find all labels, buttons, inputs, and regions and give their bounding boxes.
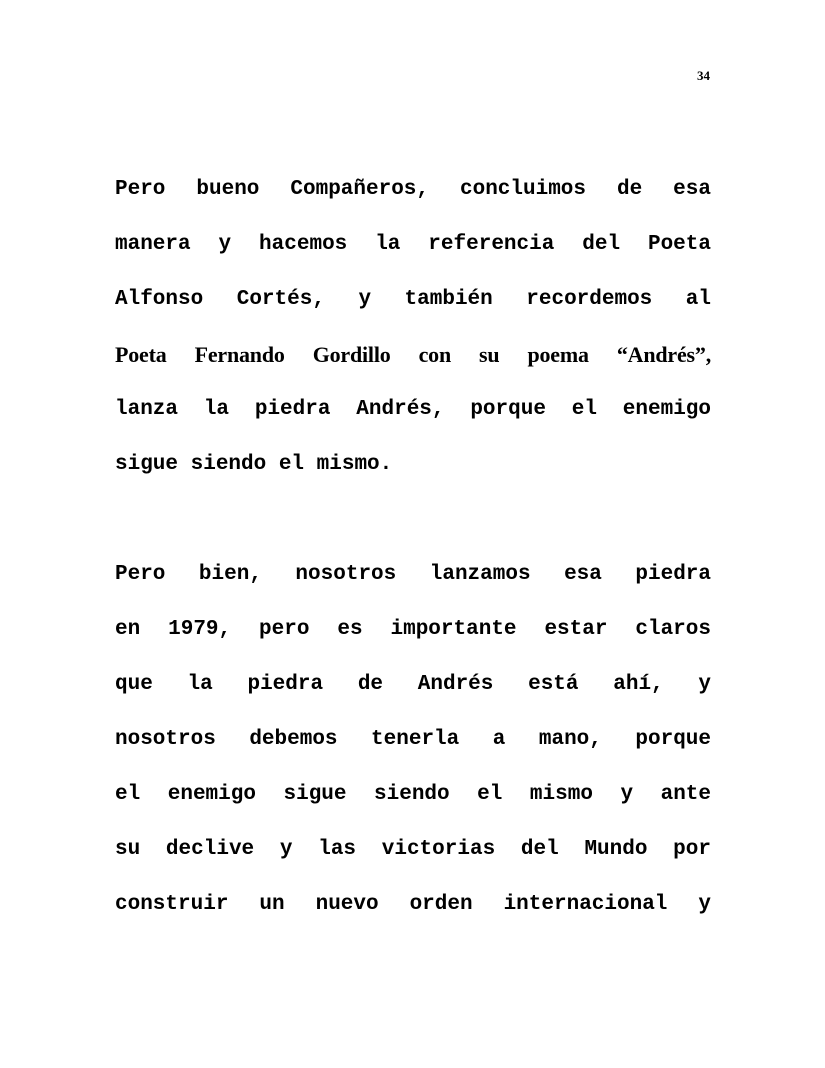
text-line: Pero bien, nosotros lanzamos esa piedra xyxy=(115,563,711,586)
text-line: manera y hacemos la referencia del Poeta xyxy=(115,233,711,256)
text-line: sigue siendo el mismo. xyxy=(115,453,393,476)
text-line: nosotros debemos tenerla a mano, porque xyxy=(115,728,711,751)
paragraph-2 xyxy=(115,557,711,942)
paragraph-1 xyxy=(115,172,711,502)
text-line: Pero bueno Compañeros, concluimos de esa xyxy=(115,178,711,201)
text-line: construir un nuevo orden internacional y xyxy=(115,893,711,916)
text-line: que la piedra de Andrés está ahí, y xyxy=(115,673,711,696)
text-line: Poeta Fernando Gordillo con su poema “Andrés”, xyxy=(115,342,711,367)
text-line: Alfonso Cortés, y también recordemos al xyxy=(115,288,711,311)
text-line: en 1979, pero es importante estar claros xyxy=(115,618,711,641)
page-number: 34 xyxy=(697,68,710,83)
text-line: lanza la piedra Andrés, porque el enemigo xyxy=(115,398,711,421)
text-line: su declive y las victorias del Mundo por xyxy=(115,838,711,861)
text-line: el enemigo sigue siendo el mismo y ante xyxy=(115,783,711,806)
